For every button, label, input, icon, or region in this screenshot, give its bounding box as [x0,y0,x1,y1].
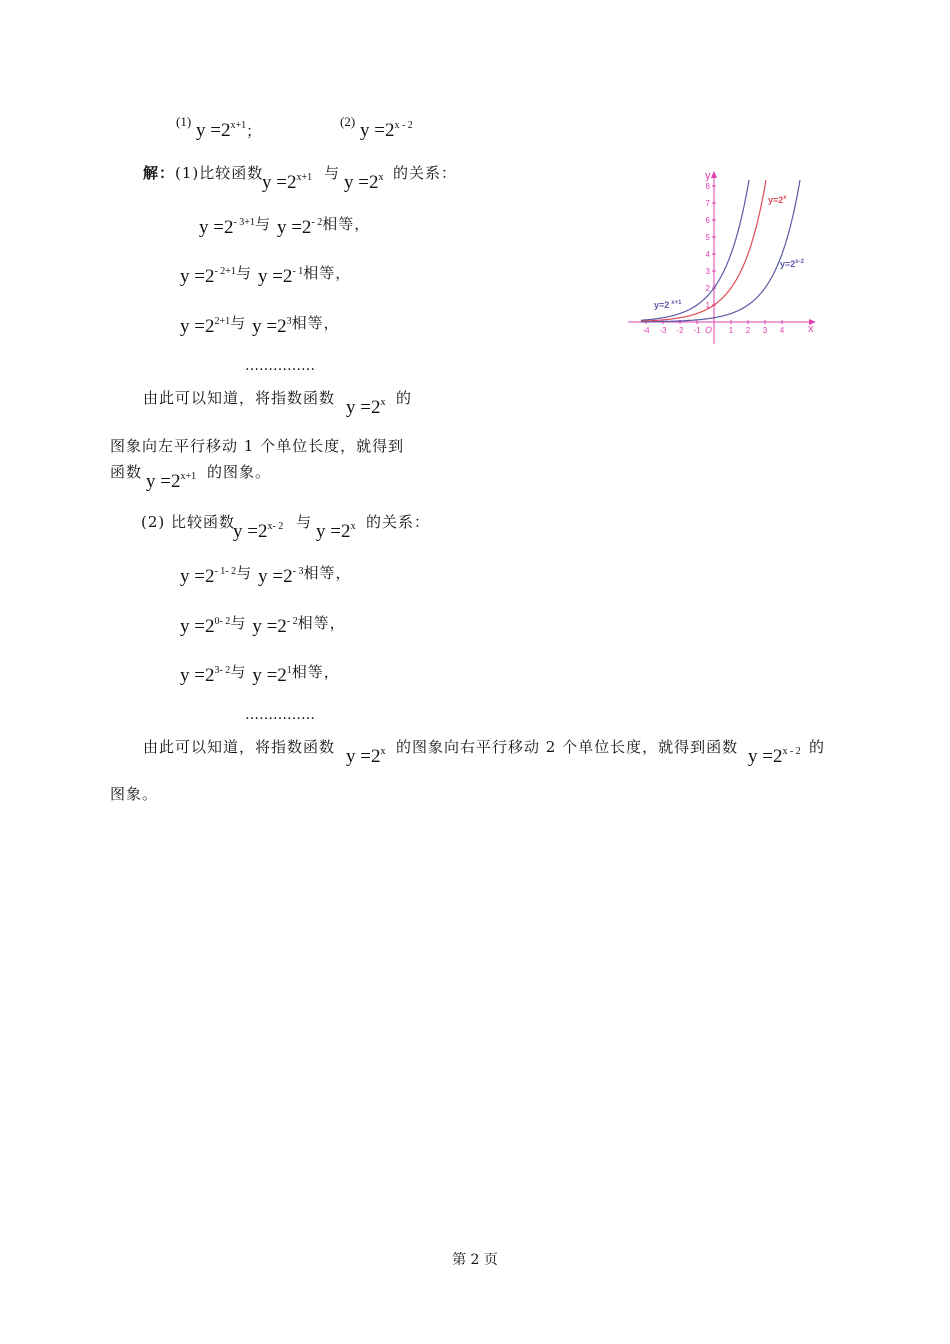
part1-intro-f2: $y =2^x$ [344,171,384,193]
part1-intro: 解：(1)比较函数 [143,164,264,182]
part1-conclusion-line3-prefix: 函数 [110,463,143,481]
part1-line-1: $y =2^{- 3+1}$与 $y =2^{- 2}$相等， [199,215,371,238]
part2-intro-f2: $y =2^x$ [316,520,356,542]
part1-line-2: $y =2^{- 2+1}$与 $y =2^{- 1}$相等， [180,264,352,287]
y-tick-label: 2 [705,284,710,293]
x-tick-label: -3 [659,326,667,335]
part1-intro-f1: $y =2^{x+1}$ [262,171,313,193]
origin-label: O [705,325,713,335]
y-tick-label: 4 [705,250,710,259]
problem-label-2: (2) [340,114,356,129]
x-tick-label: -1 [693,326,701,335]
part2-intro-f1: $y =2^{x- 2}$ [233,520,284,542]
part1-conclusion-f: $y =2^x$ [346,396,386,418]
part1-conclusion-line2: 图象向左平行移动 1 个单位长度，就得到 [110,437,405,455]
part2-line-2: $y =2^{0- 2}$与 $y =2^{- 2}$相等， [180,614,346,637]
problem-eq-1: $y =2^{x+1}$； [196,119,263,141]
y-tick-label: 6 [705,216,710,225]
x-tick-label: 2 [745,326,751,335]
y-tick-label: 8 [705,182,710,191]
part1-conclusion-prefix: 由此可以知道，将指数函数 [143,389,336,407]
part2-line-3: $y =2^{3- 2}$与 $y =2^1$相等， [180,663,340,686]
part1-ellipsis: …………… [245,358,315,374]
part2-conclusion-f1: $y =2^x$ [346,745,386,767]
part1-conclusion-line3-f: $y =2^{x+1}$ [146,470,197,492]
page-number: 第 2 页 [452,1252,498,1268]
part2-conclusion-mid: 的图象向右平行移动 2 个单位长度，就得到函数 [396,738,739,756]
exponential-graph [626,168,820,346]
curves [641,168,803,322]
part2-conclusion-prefix: 由此可以知道，将指数函数 [143,738,336,756]
x-axis-label: x [808,323,814,335]
y-tick-label: 5 [705,233,710,242]
curve-2-pow-x-plus-1 [641,168,752,320]
problem-eq-2: $y =2^{x - 2}$ [360,119,413,141]
part2-ellipsis: …………… [245,707,315,723]
x-tick-label: -2 [676,326,684,335]
label-2-pow-x-plus-1: y=2 $^{x+1}$ [654,300,682,310]
part2-intro-mid: 与 [296,513,313,531]
y-tick-label: 1 [705,301,710,310]
x-tick-label: 1 [728,326,734,335]
part1-intro-suffix: 的关系： [393,164,458,182]
part2-conclusion-line2: 图象。 [110,785,159,803]
part1-conclusion-line3-suffix: 的图象。 [207,463,272,481]
label-2-pow-x-minus-2: $y=2^{x-2}$ [780,259,804,269]
x-tick-label: -4 [642,326,650,335]
part2-conclusion-f2: $y =2^{x - 2}$ [748,745,801,767]
part2-intro: (2) 比较函数 [141,513,236,531]
x-tick-label: 3 [762,326,768,335]
y-axis-label: y [705,170,711,182]
part2-intro-suffix: 的关系： [366,513,431,531]
x-tick-label: 4 [779,326,785,335]
part2-conclusion-suffix: 的 [809,738,826,756]
y-axis-arrow [711,171,717,178]
y-tick-label: 7 [705,199,710,208]
part1-conclusion-suffix: 的 [396,389,413,407]
part1-intro-mid: 与 [324,164,341,182]
part1-line-3: $y =2^{2+1}$与 $y =2^3$相等， [180,314,340,337]
label-2-pow-x: $y=2^x$ [768,195,787,205]
y-tick-label: 3 [705,267,710,276]
part2-line-1: $y =2^{- 1- 2}$与 $y =2^{- 3}$相等， [180,564,352,587]
problem-label-1: (1) [176,114,192,129]
